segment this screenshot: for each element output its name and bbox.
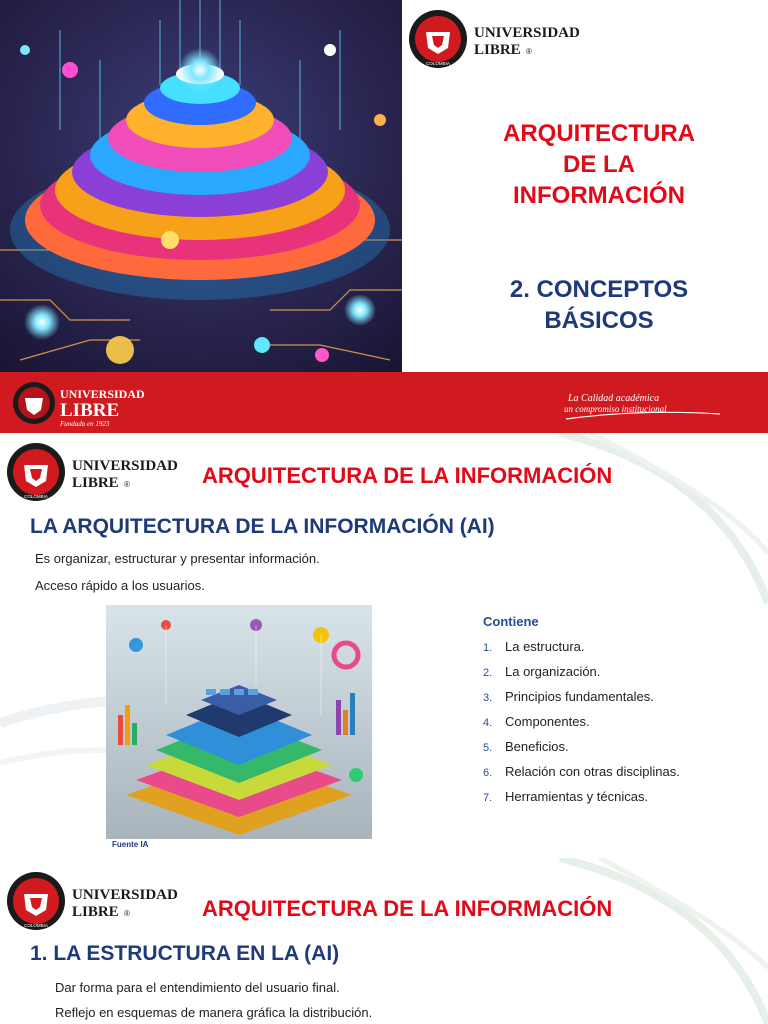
list-item [483, 764, 680, 789]
list-item [483, 739, 680, 764]
section-heading: LA ARQUITECTURA DE LA INFORMACIÓN (AI) [30, 515, 495, 538]
slide-title: ARQUITECTURA DE LA INFORMACIÓN [202, 463, 613, 488]
section-heading: 1. LA ESTRUCTURA EN LA (AI) [30, 942, 340, 965]
cover-title-line: DE LA [563, 151, 635, 178]
cover-subtitle [452, 274, 746, 336]
list-text: Herramientas y técnicas. [505, 789, 649, 804]
ai-illustration [106, 605, 372, 839]
list-text: La estructura. [505, 639, 585, 654]
founded-text: Fundada en 1923 [60, 420, 110, 428]
registered-mark: ® [526, 47, 532, 56]
cover-title [452, 118, 746, 211]
university-logo [6, 441, 198, 503]
motto [560, 384, 730, 424]
list-number: 1. [483, 642, 493, 654]
brand-name-line1: UNIVERSIDAD [474, 25, 580, 41]
brand-name-line2: LIBRE [72, 904, 119, 920]
registered-mark: ® [124, 909, 130, 918]
list-item [483, 789, 680, 814]
list-item [483, 664, 680, 689]
footer-brand-line2: LIBRE [60, 400, 120, 421]
slide-ai-overview [0, 433, 768, 851]
contents-list [483, 639, 680, 814]
hero-illustration [0, 0, 402, 372]
body-text: Dar forma para el entendimiento del usuario final. [55, 980, 340, 995]
body-text: Reflejo en esquemas de manera gráfica la distribución. [55, 1005, 373, 1020]
cover-title-line: ARQUITECTURA [503, 120, 695, 147]
footer-brand-line1: UNIVERSIDAD [60, 387, 145, 401]
motto-line1: La Calidad académica [568, 393, 660, 404]
list-text: Componentes. [505, 714, 590, 729]
brand-name-line1: UNIVERSIDAD [72, 887, 178, 903]
slide-cover [0, 0, 768, 433]
list-number: 7. [483, 792, 493, 804]
university-logo [408, 8, 600, 70]
list-number: 3. [483, 692, 493, 704]
seal-text: COLOMBIA [24, 494, 48, 499]
list-text: Beneficios. [505, 739, 569, 754]
slide-title: ARQUITECTURA DE LA INFORMACIÓN [202, 896, 613, 921]
cover-subtitle-line: BÁSICOS [544, 307, 654, 334]
brand-name-line2: LIBRE [474, 42, 521, 58]
cover-title-line: INFORMACIÓN [513, 182, 685, 209]
list-number: 2. [483, 667, 493, 679]
list-text: Relación con otras disciplinas. [505, 764, 680, 779]
motto-line2: un compromiso institucional [564, 404, 667, 414]
contents-label: Contiene [483, 614, 539, 629]
seal-text: COLOMBIA [426, 61, 450, 66]
list-text: Principios fundamentales. [505, 689, 654, 704]
footer-brand-bar [0, 372, 768, 433]
body-text: Es organizar, estructurar y presentar información. [35, 551, 320, 566]
footer-logo [12, 380, 182, 428]
body-text: Acceso rápido a los usuarios. [35, 578, 205, 593]
list-number: 6. [483, 767, 493, 779]
seal-text: COLOMBIA [24, 923, 48, 928]
cover-subtitle-line: 2. CONCEPTOS [509, 276, 689, 303]
slide-ai-structure [0, 858, 768, 1024]
list-text: La organización. [505, 664, 601, 679]
university-logo [6, 870, 198, 932]
brand-name-line1: UNIVERSIDAD [72, 458, 178, 474]
list-item [483, 689, 680, 714]
list-item [483, 714, 680, 739]
list-number: 5. [483, 742, 493, 754]
image-caption: Fuente IA [112, 840, 149, 849]
list-item [483, 639, 680, 664]
registered-mark: ® [124, 480, 130, 489]
brand-name-line2: LIBRE [72, 475, 119, 491]
list-number: 4. [483, 717, 493, 729]
